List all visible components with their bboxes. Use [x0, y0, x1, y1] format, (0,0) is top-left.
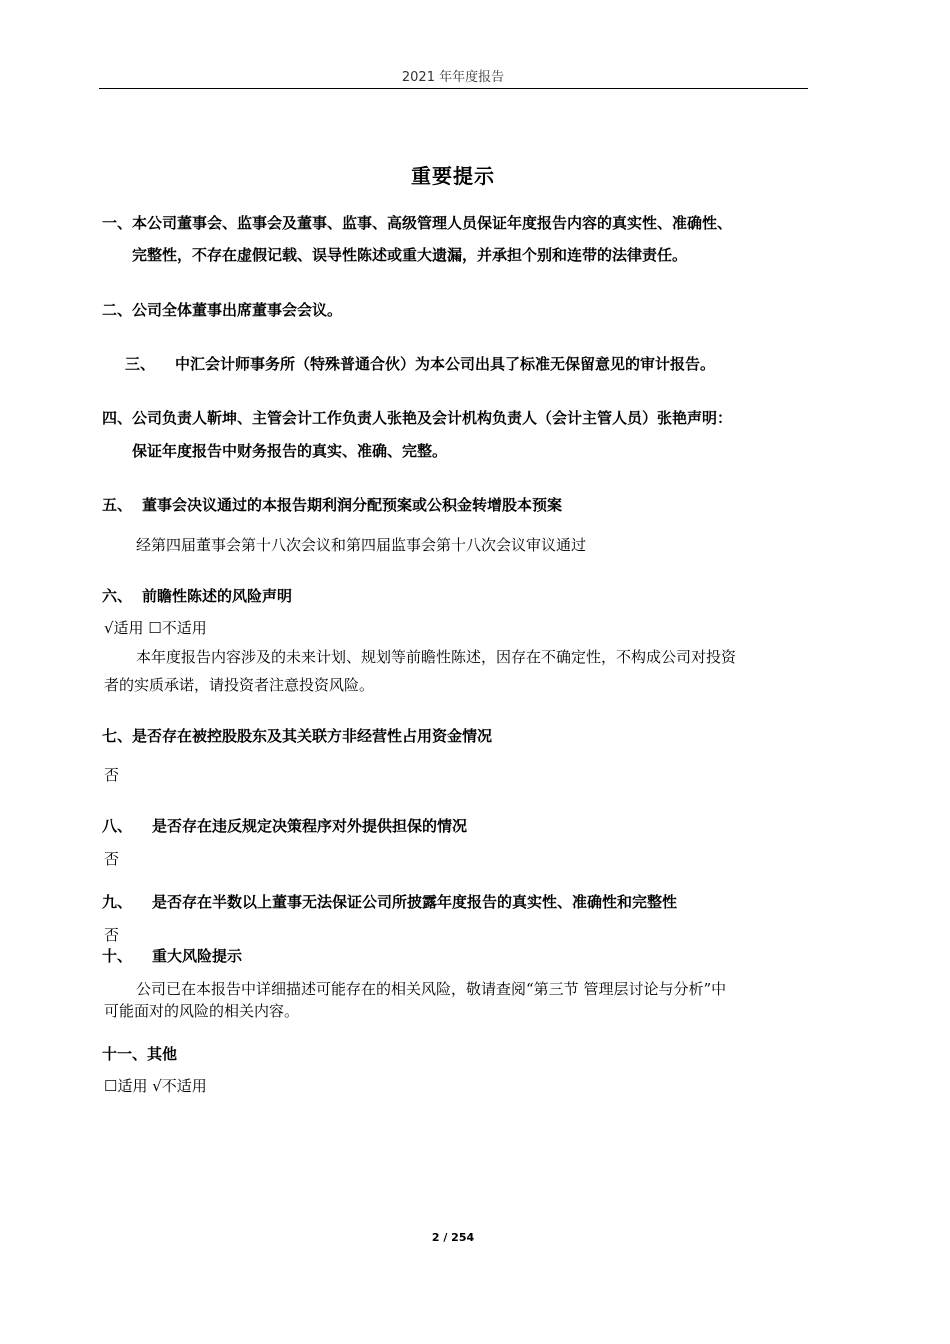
section-8-num: 八、 [102, 817, 133, 835]
section-5-num: 五、 [102, 496, 133, 514]
page-number: 2 / 254 [431, 1231, 475, 1244]
section-3-num: 三、 [125, 355, 156, 373]
section-9-num: 九、 [102, 893, 133, 911]
section-9-heading: 九、 是否存在半数以上董事无法保证公司所披露年度报告的真实性、准确性和完整性 [102, 893, 678, 911]
section-4-num: 四、 [102, 409, 133, 427]
section-10-heading: 十、 重大风险提示 [102, 947, 243, 965]
section-4-line1: 四、公司负责人靳坤、主管会计工作负责人张艳及会计机构负责人（会计主管人员）张艳声明： [102, 409, 733, 427]
section-11-num: 十一、 [102, 1045, 148, 1063]
section-11-heading: 十一、其他 [102, 1045, 178, 1063]
section-11-applicability: ☐适用 √不适用 [104, 1077, 207, 1095]
section-9-answer: 否 [104, 926, 120, 944]
section-8-answer: 否 [104, 850, 120, 868]
header-divider [99, 88, 808, 89]
section-10-body-line2: 可能面对的风险的相关内容。 [104, 1002, 300, 1020]
section-2: 二、公司全体董事出席董事会会议。 [102, 301, 343, 319]
section-3: 三、 中汇会计师事务所（特殊普通合伙）为本公司出具了标准无保留意见的审计报告。 [125, 355, 716, 373]
section-4-line2: 保证年度报告中财务报告的真实、准确、完整。 [132, 442, 448, 460]
section-1-line2: 完整性，不存在虚假记载、误导性陈述或重大遗漏，并承担个别和连带的法律责任。 [132, 246, 688, 264]
section-6-num: 六、 [102, 587, 133, 605]
section-5-body: 经第四届董事会第十八次会议和第四届监事会第十八次会议审议通过 [136, 536, 587, 554]
section-10-num: 十、 [102, 947, 133, 965]
section-7-answer: 否 [104, 766, 120, 784]
section-6-body-line2: 者的实质承诺，请投资者注意投资风险。 [104, 676, 375, 694]
section-1-line1: 一、本公司董事会、监事会及董事、监事、高级管理人员保证年度报告内容的真实性、准确性、 [102, 214, 733, 232]
section-1-num: 一、 [102, 214, 133, 232]
section-2-num: 二、 [102, 301, 133, 319]
section-10-body-line1: 公司已在本报告中详细描述可能存在的相关风险，敬请查阅“第三节 管理层讨论与分析”中 [136, 980, 727, 998]
section-7-num: 七、 [102, 727, 133, 745]
section-5-heading: 五、 董事会决议通过的本报告期利润分配预案或公积金转增股本预案 [102, 496, 563, 514]
section-6-body-line1: 本年度报告内容涉及的未来计划、规划等前瞻性陈述，因存在不确定性，不构成公司对投资 [136, 648, 737, 666]
page-header: 2021 年年度报告 [401, 70, 505, 85]
section-7-heading: 七、是否存在被控股股东及其关联方非经营性占用资金情况 [102, 727, 493, 745]
section-6-heading: 六、 前瞻性陈述的风险声明 [102, 587, 293, 605]
page-title: 重要提示 [411, 164, 495, 188]
section-6-applicability: √适用 ☐不适用 [104, 619, 207, 637]
section-8-heading: 八、 是否存在违反规定决策程序对外提供担保的情况 [102, 817, 468, 835]
